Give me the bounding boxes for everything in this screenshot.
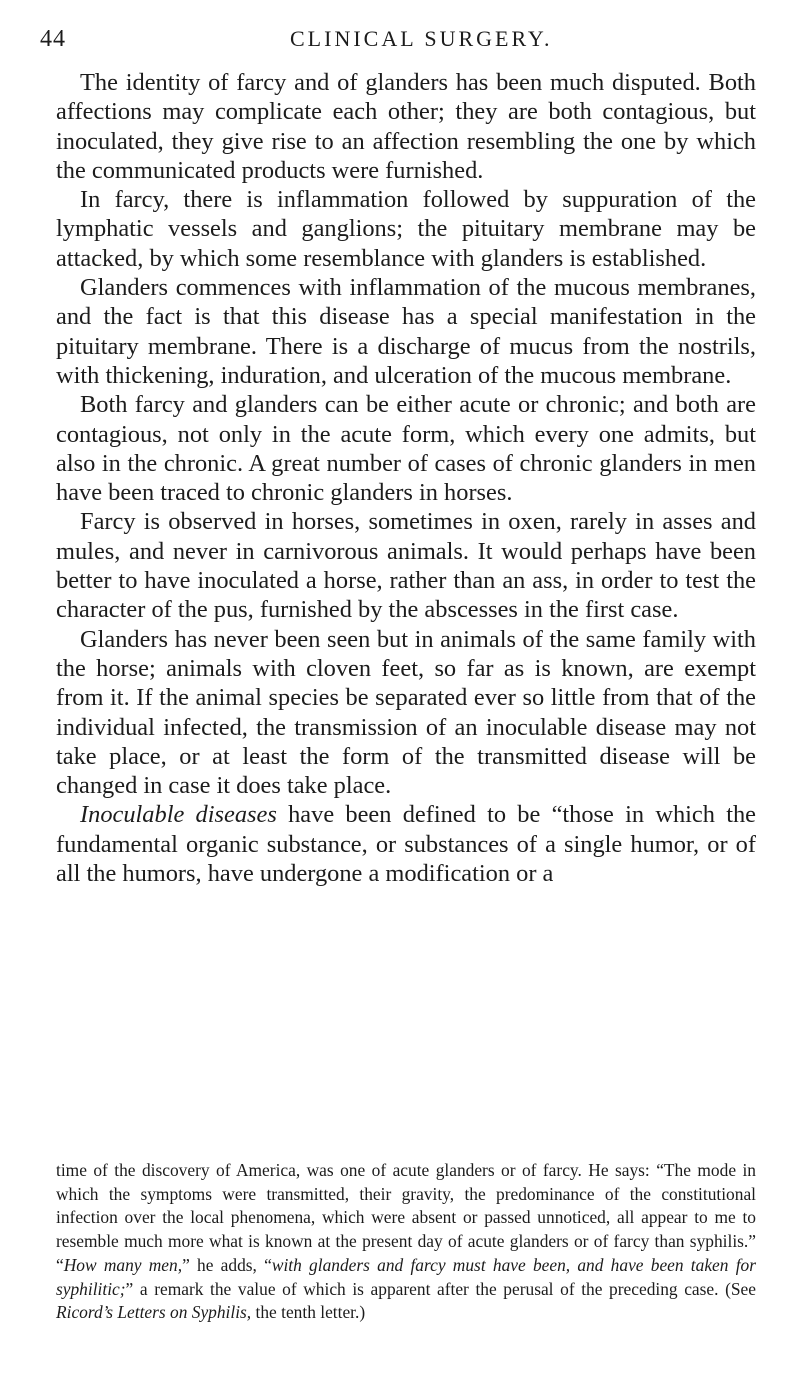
paragraph: In farcy, there is inflammation followed by suppuration of the lymphatic vessels and ganglions; the pituitary membrane may be attacked, by which some resemblance with glanders is established.	[56, 186, 756, 272]
footnote-italic: with glanders and farcy must have been, and have been taken for syphilitic;	[56, 1254, 757, 1299]
footnote-segment: ” a remark the value of which is apparent after the perusal of the preceding case. (See	[125, 1278, 756, 1299]
paragraph: Both farcy and glanders can be either acute or chronic; and both are contagious, not only in the acute form, which every one admits, but also in the chronic. A great number of cases of chronic glanders in men have been traced to chronic glanders in horses.	[56, 391, 756, 507]
footnote-segment: the tenth letter.)	[251, 1302, 366, 1323]
footnote-segment: time of the discovery of America, was one of acute glanders or of farcy. He says: “The mode in which the symptoms were transmitted, their gravity, the predominance of the constitutional infection over the local phenomena, which were absent or passed unnoticed, all appear to me to resemble much more what is known at the present day of acute glanders or of farcy than syphilis.” “	[56, 1160, 756, 1275]
paragraph-text: have been defined to be “those in which the fundamental organic substance, or substances of a single humor, or of all the humors, have undergone a modification or a	[56, 801, 757, 888]
footnote-segment: ” he adds, “	[182, 1254, 272, 1275]
paragraph	[56, 800, 756, 888]
footnote-italic: Ricord’s Letters on Syphilis,	[56, 1302, 252, 1323]
italic-term: Inoculable diseases	[80, 801, 277, 829]
running-title: CLINICAL SURGERY.	[290, 26, 553, 51]
page-number: 44	[40, 26, 66, 52]
footnote	[56, 1159, 756, 1325]
paragraph: Glanders commences with inflammation of the mucous membranes, and the fact is that this disease has a special manifestation in the pituitary membrane. There is a discharge of mucus from the nostrils, with thickening, induration, and ulceration of the mucous membrane.	[56, 274, 756, 389]
paragraph: Glanders has never been seen but in animals of the same family with the horse; animals with cloven feet, so far as is known, are exempt from it. If the animal species be separated ever so little from that of the individual infected, the transmission of an inoculable disease may not take place, or at least the form of the transmitted disease will be changed in case it does take place.	[56, 625, 756, 800]
paragraph: Farcy is observed in horses, sometimes in oxen, rarely in asses and mules, and never in carnivorous animals. It would perhaps have been better to have inoculated a horse, rather than an ass, in order to test the character of the pus, furnished by the abscesses in the first case.	[56, 508, 756, 624]
footnote-text	[56, 1159, 756, 1325]
paragraph: The identity of farcy and of glanders has been much disputed. Both affections may complicate each other; they are both contagious, but inoculated, they give rise to an affection resembling the one by which the communicated products were furnished.	[56, 69, 756, 184]
footnote-italic: How many men,	[63, 1254, 183, 1275]
main-text	[56, 68, 756, 888]
running-head	[40, 26, 760, 56]
